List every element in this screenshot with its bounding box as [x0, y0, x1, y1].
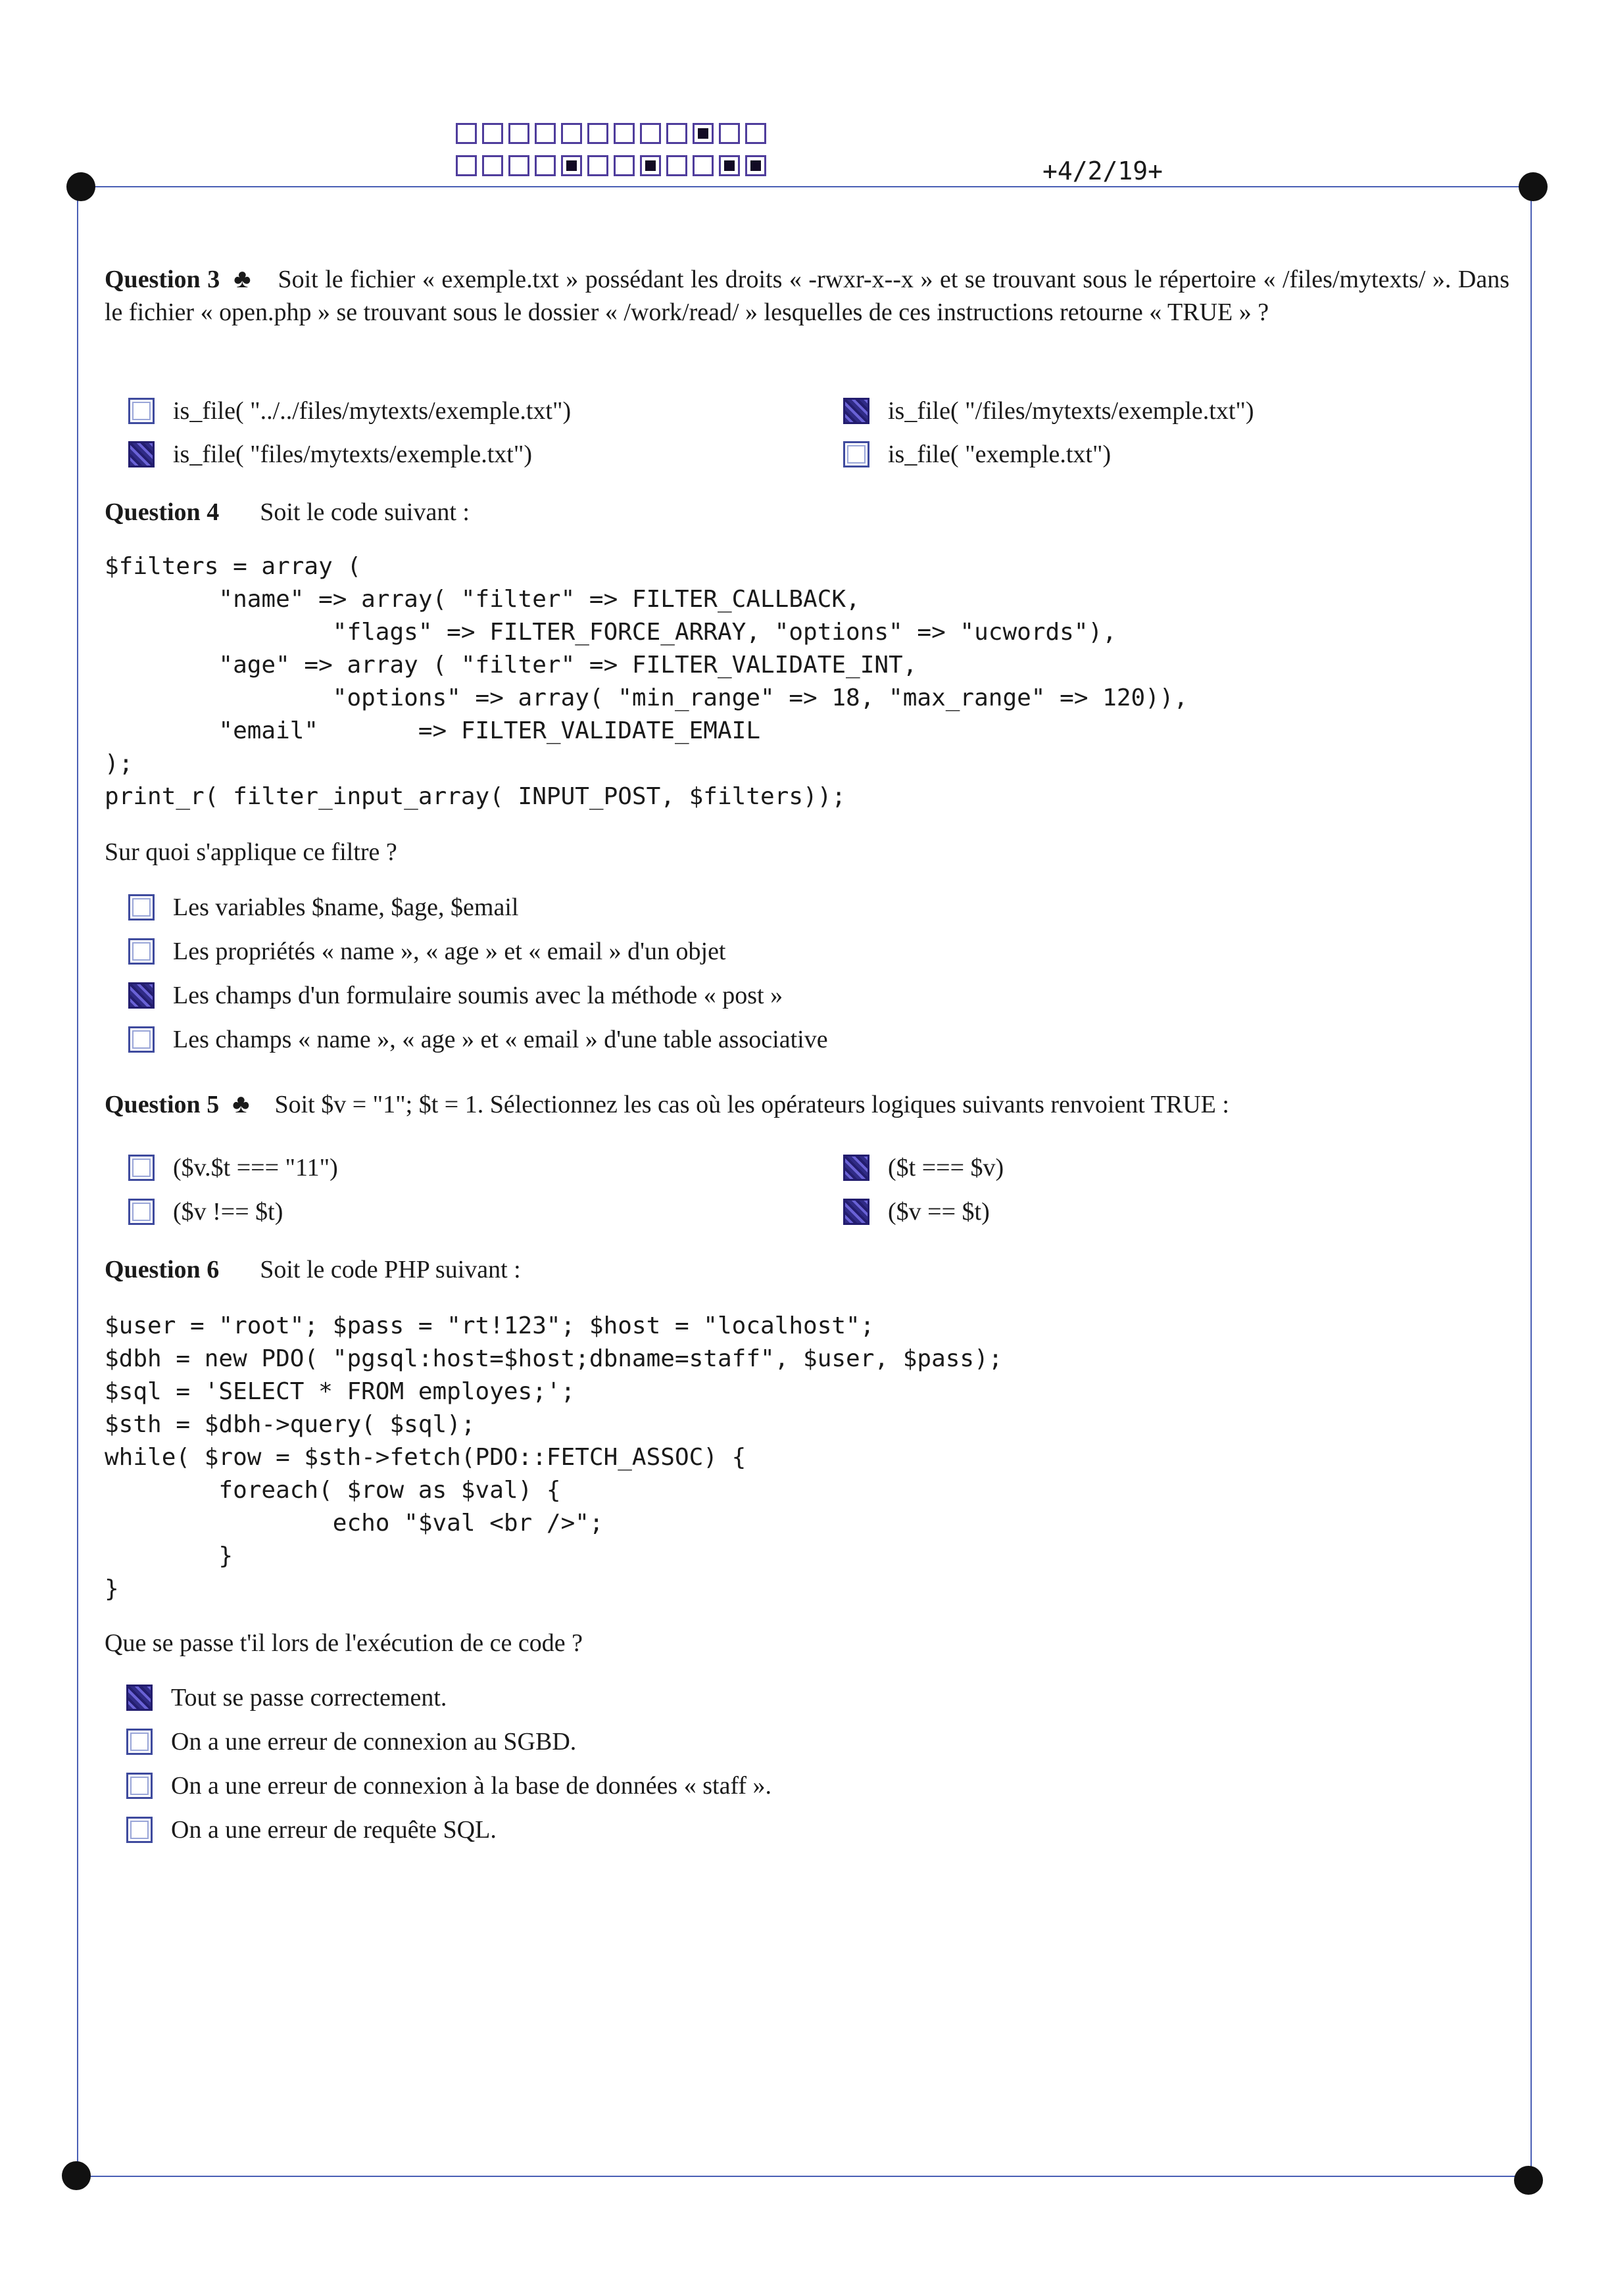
- q6-option-3[interactable]: [126, 1769, 771, 1802]
- q6-option-1-text: Tout se passe correctement.: [171, 1684, 447, 1711]
- checkbox[interactable]: [128, 938, 155, 965]
- question-3-label: Question 3: [105, 266, 220, 293]
- q4-option-4-text: Les champs « name », « age » et « email » d'une table associative: [173, 1026, 828, 1053]
- q5-option-1[interactable]: [128, 1151, 338, 1184]
- q6-option-4-text: On a une erreur de requête SQL.: [171, 1816, 497, 1844]
- q5-option-1-text: ($v.$t === "11"): [173, 1154, 338, 1182]
- code-cell: [640, 155, 661, 176]
- code-cell: [561, 123, 582, 144]
- q4-option-2-text: Les propriétés « name », « age » et « email » d'un objet: [173, 938, 726, 965]
- checkbox-checked[interactable]: [843, 1199, 869, 1225]
- code-cell: [456, 155, 477, 176]
- question-6: [105, 1253, 521, 1286]
- corner-mark-top-left: [66, 172, 95, 201]
- code-cell: [535, 123, 556, 144]
- code-cell: [456, 123, 477, 144]
- question-5-text: Soit $v = "1"; $t = 1. Sélectionnez les cas où les opérateurs logiques suivants renvoient TRUE :: [274, 1091, 1229, 1118]
- code-cell: [508, 123, 529, 144]
- checkbox[interactable]: [126, 1817, 153, 1843]
- q5-option-3[interactable]: [843, 1151, 1004, 1184]
- corner-mark-bottom-right: [1514, 2166, 1543, 2195]
- checkbox-checked[interactable]: [126, 1685, 153, 1711]
- q6-option-2-text: On a une erreur de connexion au SGBD.: [171, 1728, 577, 1756]
- q5-option-2-text: ($v !== $t): [173, 1198, 283, 1226]
- q5-option-4-text: ($v == $t): [888, 1198, 990, 1226]
- question-6-prompt: Que se passe t'il lors de l'exécution de ce code ?: [105, 1629, 583, 1657]
- code-cell: [666, 123, 687, 144]
- corner-mark-top-right: [1519, 172, 1548, 201]
- question-6-text: Soit le code PHP suivant :: [260, 1256, 521, 1283]
- q3-option-3[interactable]: [843, 395, 1254, 427]
- q4-option-3[interactable]: [128, 979, 783, 1012]
- q6-option-3-text: On a une erreur de connexion à la base de données « staff ».: [171, 1772, 772, 1800]
- q4-option-4[interactable]: [128, 1023, 828, 1056]
- checkbox-checked[interactable]: [128, 441, 155, 467]
- question-6-label: Question 6: [105, 1256, 220, 1283]
- q4-option-2[interactable]: [128, 935, 726, 968]
- q4-option-1-text: Les variables $name, $age, $email: [173, 894, 519, 921]
- code-cell: [745, 123, 766, 144]
- code-cell: [482, 155, 503, 176]
- question-4: [105, 496, 470, 529]
- question-4-text: Soit le code suivant :: [260, 498, 470, 526]
- page-code-number: +4/2/19+: [1042, 156, 1163, 185]
- q3-option-3-text: is_file( "/files/mytexts/exemple.txt"): [888, 397, 1254, 425]
- code-cell: [561, 155, 582, 176]
- code-cell: [640, 123, 661, 144]
- club-icon: ♣: [232, 1089, 250, 1118]
- q3-option-2-text: is_file( "files/mytexts/exemple.txt"): [173, 441, 533, 468]
- code-cell: [587, 123, 608, 144]
- q6-option-2[interactable]: [126, 1725, 576, 1758]
- checkbox-checked[interactable]: [843, 1155, 869, 1181]
- checkbox-checked[interactable]: [128, 982, 155, 1009]
- code-cell: [745, 155, 766, 176]
- q3-option-4[interactable]: [843, 438, 1111, 471]
- q4-option-1[interactable]: [128, 891, 518, 924]
- frame-left-line: [77, 187, 78, 2176]
- code-cell: [719, 123, 740, 144]
- checkbox[interactable]: [128, 398, 155, 424]
- code-cell: [693, 155, 714, 176]
- q3-option-1[interactable]: [128, 395, 571, 427]
- question-4-prompt: Sur quoi s'applique ce filtre ?: [105, 838, 397, 866]
- checkbox[interactable]: [126, 1773, 153, 1799]
- code-cell: [614, 155, 635, 176]
- page-code-boxes: [456, 123, 771, 182]
- frame-top-line: [80, 186, 1534, 187]
- q3-option-2[interactable]: [128, 438, 532, 471]
- code-cell: [693, 123, 714, 144]
- checkbox[interactable]: [128, 1026, 155, 1053]
- question-3: [105, 262, 1509, 329]
- q5-option-3-text: ($t === $v): [888, 1154, 1004, 1182]
- club-icon: ♣: [233, 264, 252, 293]
- question-3-text: Soit le fichier « exemple.txt » possédant les droits « -rwxr-x--x » et se trouvant sous le répertoire « /files/mytexts/ ». Dans le fichier « open.php » se trouvant sous le dossier « /work/read/ » lesquelles de ces instructions retourne « TRUE » ?: [105, 266, 1510, 326]
- code-cell: [614, 123, 635, 144]
- question-4-label: Question 4: [105, 498, 220, 526]
- q5-option-4[interactable]: [843, 1195, 990, 1228]
- checkbox[interactable]: [843, 441, 869, 467]
- checkbox[interactable]: [128, 894, 155, 921]
- question-5: [105, 1088, 1229, 1121]
- checkbox-checked[interactable]: [843, 398, 869, 424]
- frame-right-line: [1530, 187, 1532, 2176]
- code-cell: [535, 155, 556, 176]
- checkbox[interactable]: [128, 1199, 155, 1225]
- q3-option-1-text: is_file( "../../files/mytexts/exemple.txt"): [173, 397, 572, 425]
- q5-option-2[interactable]: [128, 1195, 283, 1228]
- q6-option-1[interactable]: [126, 1681, 447, 1714]
- checkbox[interactable]: [126, 1729, 153, 1755]
- code-cell: [587, 155, 608, 176]
- checkbox[interactable]: [128, 1155, 155, 1181]
- code-cell: [666, 155, 687, 176]
- corner-mark-bottom-left: [62, 2161, 91, 2190]
- frame-bottom-line: [76, 2176, 1529, 2177]
- code-cell: [508, 155, 529, 176]
- question-5-label: Question 5: [105, 1091, 220, 1118]
- question-6-code: $user = "root"; $pass = "rt!123"; $host = "localhost"; $dbh = new PDO( "pgsql:host=$host;dbname=staff", $user, $pass); $sql = 'SELECT * FROM employes;'; $sth = $dbh->query( $sql); while( $row = $sth->fetch(PDO::FETCH_ASSOC) { foreach( $row as $val) { echo "$val <br />"; } }: [105, 1312, 1003, 1602]
- q3-option-4-text: is_file( "exemple.txt"): [888, 441, 1112, 468]
- q6-option-4[interactable]: [126, 1813, 497, 1846]
- question-4-code: $filters = array ( "name" => array( "filter" => FILTER_CALLBACK, "flags" => FILTER_FORCE_ARRAY, "options" => "ucwords"), "age" => array ( "filter" => FILTER_VALIDATE_INT, "options" => array( "min_range" => 18, "max_range" => 120)), "email" => FILTER_VALIDATE_EMAIL ); print_r( filter_input_array( INPUT_POST, $filters));: [105, 553, 1188, 810]
- q4-option-3-text: Les champs d'un formulaire soumis avec la méthode « post »: [173, 982, 783, 1009]
- code-cell: [719, 155, 740, 176]
- code-cell: [482, 123, 503, 144]
